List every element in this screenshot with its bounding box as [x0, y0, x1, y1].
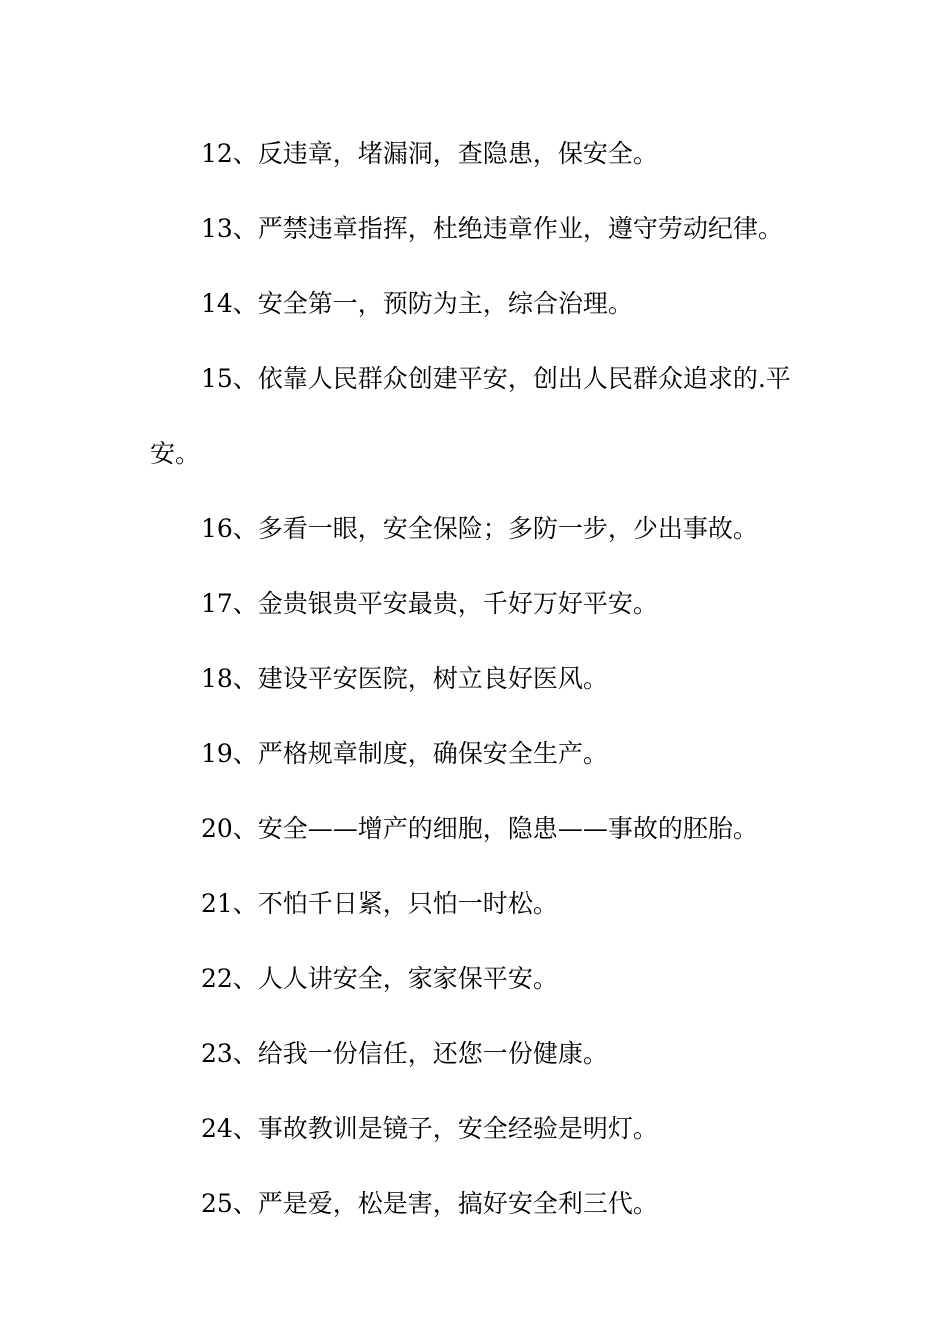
- slogan-16: 16、多看一眼，安全保险；多防一步，少出事故。: [201, 514, 758, 543]
- slogan-14: 14、安全第一，预防为主，综合治理。: [201, 289, 633, 318]
- slogan-22: 22、人人讲安全，家家保平安。: [201, 964, 558, 993]
- slogan-15: 15、依靠人民群众创建平安，创出人民群众追求的.平安。: [150, 364, 791, 468]
- slogan-24: 24、事故教训是镜子，安全经验是明灯。: [201, 1114, 658, 1143]
- slogan-20: 20、安全——增产的细胞，隐患——事故的胚胎。: [201, 814, 758, 843]
- slogan-25: 25、严是爱，松是害，搞好安全利三代。: [201, 1189, 658, 1218]
- slogan-12: 12、反违章，堵漏洞，查隐患，保安全。: [201, 139, 658, 168]
- slogan-17: 17、金贵银贵平安最贵，千好万好平安。: [201, 589, 658, 618]
- slogan-23: 23、给我一份信任，还您一份健康。: [201, 1039, 608, 1068]
- slogan-list: [150, 116, 810, 1241]
- slogan-21: 21、不怕千日紧，只怕一时松。: [201, 889, 558, 918]
- slogan-18: 18、建设平安医院，树立良好医风。: [201, 664, 608, 693]
- slogan-19: 19、严格规章制度，确保安全生产。: [201, 739, 608, 768]
- slogan-13: 13、严禁违章指挥，杜绝违章作业，遵守劳动纪律。: [201, 214, 783, 243]
